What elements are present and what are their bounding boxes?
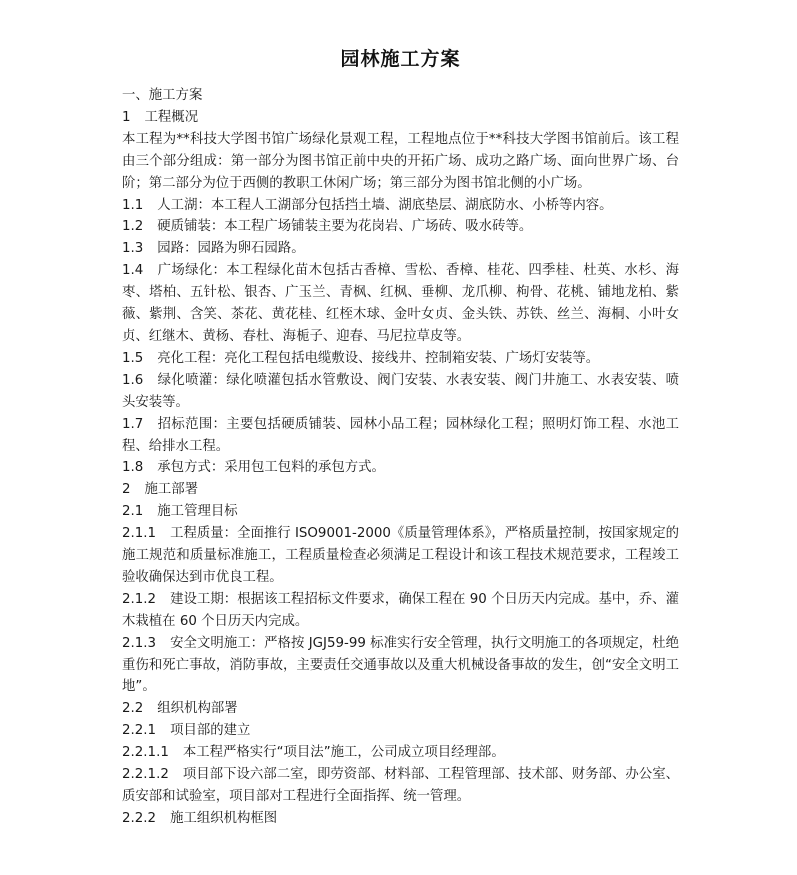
section-number: 1.2: [122, 219, 144, 235]
paragraph: [122, 720, 679, 742]
paragraph: [122, 764, 679, 808]
section-number: 1.6: [122, 372, 144, 388]
section-number: 2.2.1.1: [122, 745, 169, 761]
paragraph-text: 一、施工方案: [122, 88, 203, 103]
section-number: 2.2.2: [122, 810, 157, 826]
paragraph: [122, 457, 679, 479]
section-number: 2.2.1.2: [122, 767, 169, 783]
paragraph-text: 施工部署: [144, 482, 199, 498]
paragraph: [122, 107, 679, 129]
section-number: 1.1: [122, 197, 144, 213]
document-title: 园林施工方案: [340, 48, 461, 70]
section-number: 1: [122, 109, 131, 125]
paragraph: [122, 414, 679, 458]
paragraph: [122, 260, 679, 348]
paragraph: [122, 742, 679, 764]
document-body: [122, 85, 679, 830]
paragraph: [122, 633, 679, 699]
section-number: 1.7: [122, 416, 144, 432]
paragraph-text: 本工程为**科技大学图书馆广场绿化景观工程，工程地点位于**科技大学图书馆前后。该工程由三个部分组成：第一部分为图书馆正前中央的开拓广场、成功之路广场、面向世界广场、台阶；第二部分为位于西侧的教职工休闲广场；第三部分为图书馆北侧的小广场。: [122, 131, 679, 191]
paragraph: [122, 501, 679, 523]
paragraph-text: 安全文明施工：严格按 JGJ59-99 标准实行安全管理，执行文明施工的各项规定，杜绝重伤和死亡事故，消防事故，主要责任交通事故以及重大机械设备事故的发生，创“安全文明工地”。: [122, 635, 679, 695]
paragraph: [122, 808, 679, 830]
section-number: 2.1: [122, 504, 144, 520]
section-number: 1.8: [122, 460, 144, 476]
paragraph: [122, 589, 679, 633]
paragraph-text: 项目部下设六部二室，即劳资部、材料部、工程管理部、技术部、财务部、办公室、质安部和试验室，项目部对工程进行全面指挥、统一管理。: [122, 767, 679, 804]
section-number: 1.4: [122, 263, 144, 279]
paragraph: [122, 370, 679, 414]
paragraph-text: 工程概况: [144, 109, 199, 125]
paragraph-text: 施工组织机构框图: [170, 810, 278, 826]
paragraph: [122, 85, 679, 107]
paragraph: [122, 698, 679, 720]
paragraph-text: 承包方式：采用包工包料的承包方式。: [157, 460, 385, 476]
paragraph-text: 建设工期：根据该工程招标文件要求，确保工程在 90 个日历天内完成。基中，乔、灌木栽植在 60 个日历天内完成。: [122, 591, 679, 629]
section-number: 1.3: [122, 241, 144, 257]
paragraph-text: 工程质量：全面推行 ISO9001-2000《质量管理体系》，严格质量控制，按国家规定的施工规范和质量标准施工，工程质量检查必须满足工程设计和该工程技术规范要求，工程竣工验收确保达到市优良工程。: [122, 526, 679, 585]
paragraph: [122, 348, 679, 370]
paragraph-text: 广场绿化：本工程绿化苗木包括古香樟、雪松、香樟、桂花、四季桂、杜英、水杉、海枣、塔柏、五针松、银杏、广玉兰、青枫、红枫、垂柳、龙爪柳、枸骨、花桃、铺地龙柏、紫薇、紫荆、含笑、茶花、黄花桂、红桎木球、金叶女贞、金头铁、苏铁、丝兰、海桐、小叶女贞、红继木、黄杨、春杜、海栀子、迎春、马尼拉草皮等。: [122, 263, 679, 344]
section-number: 2.2.1: [122, 723, 157, 739]
paragraph-text: 本工程严格实行“项目法”施工，公司成立项目经理部。: [182, 745, 505, 761]
paragraph: [122, 238, 679, 260]
paragraph: [122, 195, 679, 217]
paragraph: [122, 479, 679, 501]
paragraph-text: 招标范围：主要包括硬质铺装、园林小品工程；园林绿化工程；照明灯饰工程、水池工程、给排水工程。: [122, 416, 679, 454]
paragraph-text: 园路：园路为卵石园路。: [157, 241, 305, 257]
section-number: 2.1.3: [122, 635, 157, 651]
section-number: 2.2: [122, 701, 144, 717]
paragraph-text: 亮化工程：亮化工程包括电缆敷设、接线井、控制箱安装、广场灯安装等。: [157, 350, 600, 366]
section-number: 2: [122, 482, 131, 498]
paragraph-text: 项目部的建立: [170, 723, 251, 739]
paragraph-text: 施工管理目标: [157, 504, 238, 520]
section-number: 2.1.1: [122, 526, 157, 542]
paragraph: [122, 129, 679, 195]
section-number: 1.5: [122, 350, 144, 366]
paragraph-text: 硬质铺装：本工程广场铺装主要为花岗岩、广场砖、吸水砖等。: [157, 219, 533, 235]
paragraph-text: 绿化喷灌：绿化喷灌包括水管敷设、阀门安装、水表安装、阀门井施工、水表安装、喷头安装等。: [122, 372, 679, 410]
paragraph: [122, 523, 679, 589]
paragraph-text: 人工湖：本工程人工湖部分包括挡土墙、湖底垫层、湖底防水、小桥等内容。: [157, 197, 613, 213]
paragraph-text: 组织机构部署: [157, 701, 238, 717]
paragraph: [122, 216, 679, 238]
section-number: 2.1.2: [122, 591, 157, 607]
